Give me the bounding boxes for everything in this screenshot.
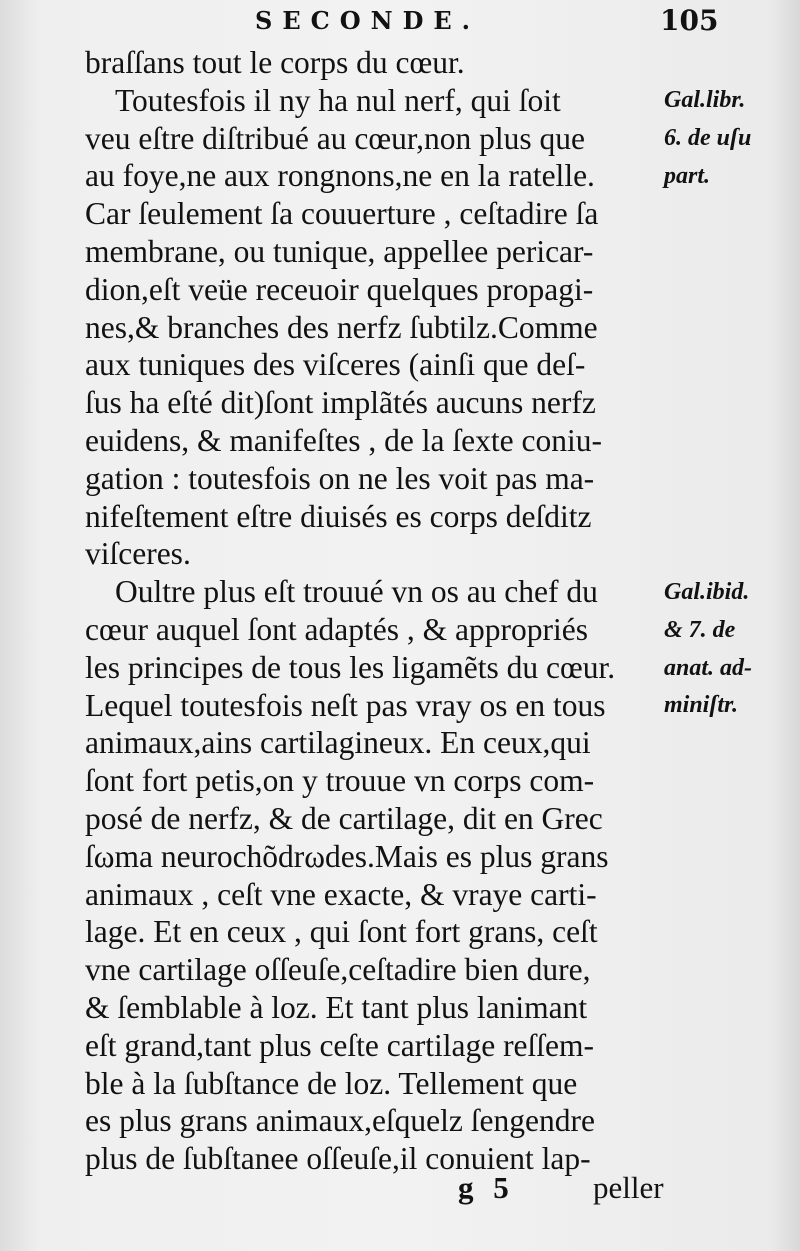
text-line: les principes de tous les ligamẽts du cœur.: [85, 649, 616, 685]
margin-note-line: & 7. de: [664, 616, 736, 643]
running-head: SECONDE.: [255, 6, 481, 35]
page-header: [0, 4, 800, 44]
text-line: plus de ſubſtanee oſſeuſe,il conuient lap-: [85, 1141, 591, 1177]
page-footer: [0, 1170, 800, 1210]
margin-note-line: anat. ad-: [664, 654, 753, 681]
text-line: Lequel toutesfois neſt pas vray os en tous: [85, 687, 606, 723]
text-line: ſωma neurochõdrωdes.Mais es plus grans: [85, 838, 609, 874]
text-line: veu eſtre diſtribué au cœur,non plus que: [85, 120, 585, 156]
text-line: gation : toutesfois on ne les voit pas ma-: [85, 460, 595, 496]
margin-note-line: Gal.ibid.: [664, 579, 750, 605]
text-line: nes,& branches des nerfz ſubtilz.Comme: [85, 309, 598, 345]
text-line: posé de nerfz, & de cartilage, dit en Grec: [85, 800, 603, 836]
margin-note-galen-de-usu: [664, 82, 794, 195]
text-line: Car ſeulement ſa couuerture , ceſtadire ſa: [85, 196, 599, 232]
text-line: nifeſtement eſtre diuisés es corps deſditz: [85, 498, 592, 534]
margin-note-line: miniſtr.: [664, 692, 739, 719]
text-line: dion,eſt veüe receuoir quelques propagi-: [85, 271, 594, 307]
paragraph-start-line: Oultre plus eſt trouué vn os au chef du: [115, 574, 598, 610]
text-line: & ſemblable à loz. Et tant plus lanimant: [85, 989, 588, 1025]
text-line: euidens, & manifeſtes , de la ſexte coniu-: [85, 422, 602, 458]
margin-note-line: part.: [664, 162, 711, 189]
page-number: 105: [660, 4, 719, 37]
text-line: braſſans tout le corps du cœur.: [85, 45, 465, 80]
text-line: animaux,ains cartilagineux. En ceux,qui: [85, 725, 591, 761]
text-line: au foye,ne aux rongnons,ne en la ratelle.: [85, 158, 595, 194]
margin-note-galen-anat: [664, 574, 794, 725]
margin-note-line: 6. de uſu: [664, 124, 752, 151]
signature-mark: g 5: [458, 1170, 515, 1205]
text-line: viſceres.: [85, 536, 191, 572]
catchword: peller: [593, 1170, 664, 1205]
paragraph-start-line: Toutesfois il ny ha nul nerf, qui ſoit: [115, 82, 561, 118]
text-line: aux tuniques des viſceres (ainſi que deſ-: [85, 347, 586, 383]
text-line: eſt grand,tant plus ceſte cartilage reſſem-: [85, 1027, 595, 1063]
body-text: [85, 44, 665, 1178]
text-line: ſus ha eſté dit)ſont implãtés aucuns nerfz: [85, 385, 596, 421]
text-line: vne cartilage oſſeuſe,ceſtadire bien dure,: [85, 952, 591, 988]
text-line: lage. Et en ceux , qui ſont fort grans, ceſt: [85, 914, 598, 950]
text-line: cœur auquel ſont adaptés , & appropriés: [85, 611, 588, 647]
text-line: ble à la ſubſtance de loz. Tellement que: [85, 1065, 578, 1101]
text-line: membrane, ou tunique, appellee pericar-: [85, 233, 594, 269]
margin-note-line: Gal.libr.: [664, 87, 746, 113]
text-line: animaux , ceſt vne exacte, & vraye carti-: [85, 876, 597, 912]
text-line: es plus grans animaux,eſquelz ſengendre: [85, 1103, 595, 1139]
text-line: ſont fort petis,on y trouue vn corps com-: [85, 763, 595, 799]
